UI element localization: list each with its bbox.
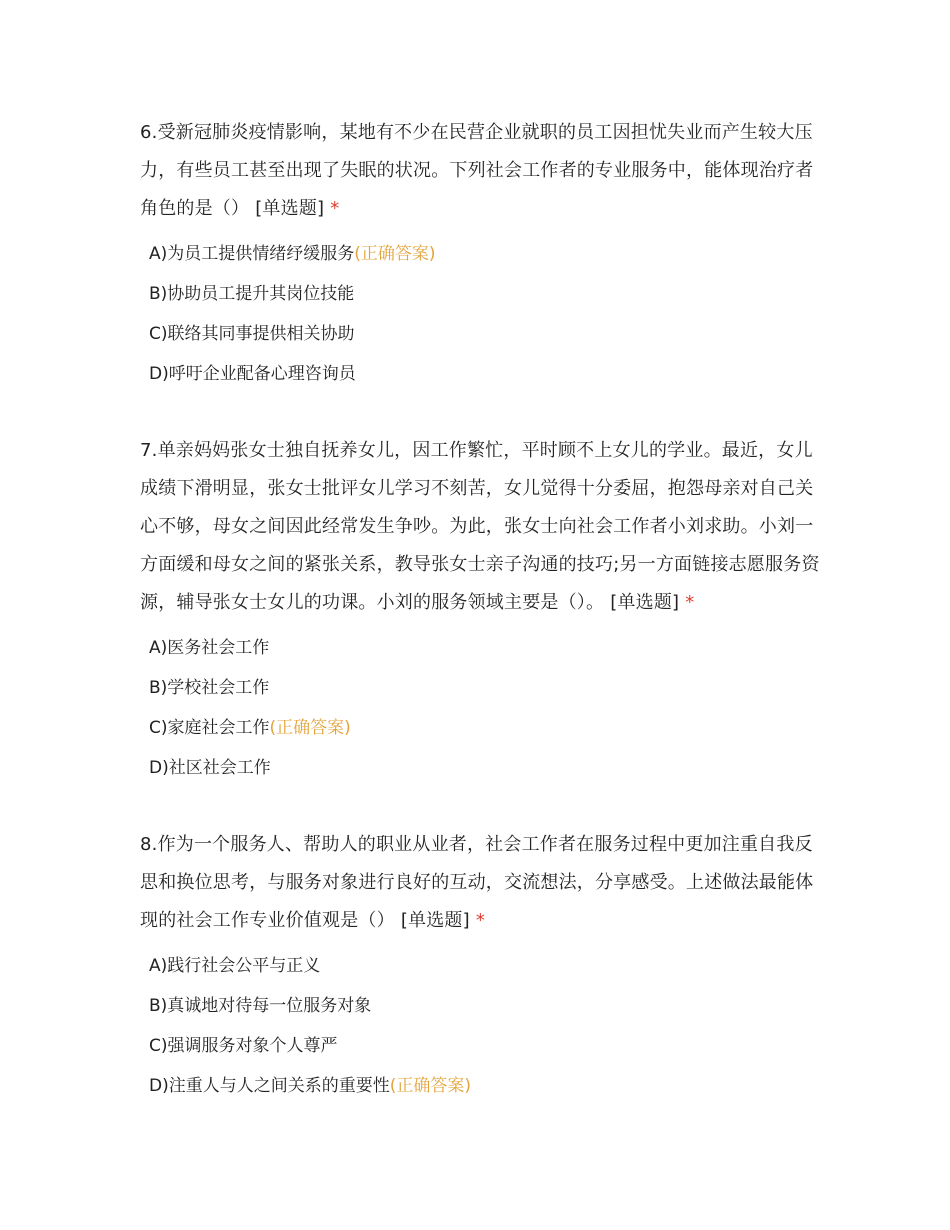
question-type-tag: [单选题] bbox=[255, 198, 325, 219]
question-6 bbox=[140, 114, 820, 394]
question-stem: 7.单亲妈妈张女士独自抚养女儿，因工作繁忙，平时顾不上女儿的学业。最近，女儿成绩下滑明显，张女士批评女儿学习不刻苦，女儿觉得十分委屈，抱怨母亲对自己关心不够，母女之间因此经常发生争吵。为此，张女士向社会工作者小刘求助。小刘一方面缓和母女之间的紧张关系，教导张女士亲子沟通的技巧;另一方面链接志愿服务资源，辅导张女士女儿的功课。小刘的服务领域主要是（）。 bbox=[140, 440, 820, 613]
option-label: A)为员工提供情绪纾缓服务 bbox=[149, 244, 355, 264]
option-label: C)联络其同事提供相关协助 bbox=[149, 324, 355, 344]
question-stem: 6.受新冠肺炎疫情影响，某地有不少在民营企业就职的员工因担忧失业而产生较大压力，有些员工甚至出现了失眠的状况。下列社会工作者的专业服务中，能体现治疗者角色的是（） bbox=[140, 122, 814, 219]
correct-answer-mark: (正确答案) bbox=[354, 244, 436, 264]
option-b[interactable] bbox=[140, 986, 820, 1026]
option-b[interactable] bbox=[140, 274, 820, 314]
question-text bbox=[140, 432, 820, 622]
option-label: D)注重人与人之间关系的重要性 bbox=[149, 1076, 390, 1096]
option-label: C)家庭社会工作 bbox=[149, 718, 270, 738]
option-label: B)学校社会工作 bbox=[149, 678, 270, 698]
option-a[interactable] bbox=[140, 234, 820, 274]
options-list bbox=[140, 628, 820, 788]
option-label: C)强调服务对象个人尊严 bbox=[149, 1036, 338, 1056]
question-text bbox=[140, 114, 820, 228]
option-d[interactable] bbox=[140, 354, 820, 394]
question-type-tag: [单选题] bbox=[610, 592, 680, 613]
option-c[interactable] bbox=[140, 1026, 820, 1066]
question-text bbox=[140, 826, 820, 940]
correct-answer-mark: (正确答案) bbox=[269, 718, 351, 738]
options-list bbox=[140, 946, 820, 1106]
question-8 bbox=[140, 826, 820, 1106]
option-d[interactable] bbox=[140, 1066, 820, 1106]
required-asterisk: * bbox=[330, 198, 340, 219]
option-a[interactable] bbox=[140, 628, 820, 668]
question-type-tag: [单选题] bbox=[400, 910, 470, 931]
question-7 bbox=[140, 432, 820, 788]
option-label: A)践行社会公平与正义 bbox=[149, 956, 321, 976]
option-b[interactable] bbox=[140, 668, 820, 708]
correct-answer-mark: (正确答案) bbox=[389, 1076, 471, 1096]
required-asterisk: * bbox=[475, 910, 486, 931]
option-label: B)协助员工提升其岗位技能 bbox=[149, 284, 355, 304]
option-c[interactable] bbox=[140, 708, 820, 748]
required-asterisk: * bbox=[685, 592, 695, 613]
options-list bbox=[140, 234, 820, 394]
quiz-document bbox=[140, 110, 820, 1142]
option-label: D)呼吁企业配备心理咨询员 bbox=[149, 364, 356, 384]
option-label: D)社区社会工作 bbox=[149, 758, 271, 778]
option-d[interactable] bbox=[140, 748, 820, 788]
option-a[interactable] bbox=[140, 946, 820, 986]
question-stem: 8.作为一个服务人、帮助人的职业从业者，社会工作者在服务过程中更加注重自我反思和换位思考，与服务对象进行良好的互动，交流想法，分享感受。上述做法最能体现的社会工作专业价值观是（） bbox=[140, 834, 814, 931]
option-c[interactable] bbox=[140, 314, 820, 354]
option-label: B)真诚地对待每一位服务对象 bbox=[149, 996, 372, 1016]
option-label: A)医务社会工作 bbox=[149, 638, 270, 658]
